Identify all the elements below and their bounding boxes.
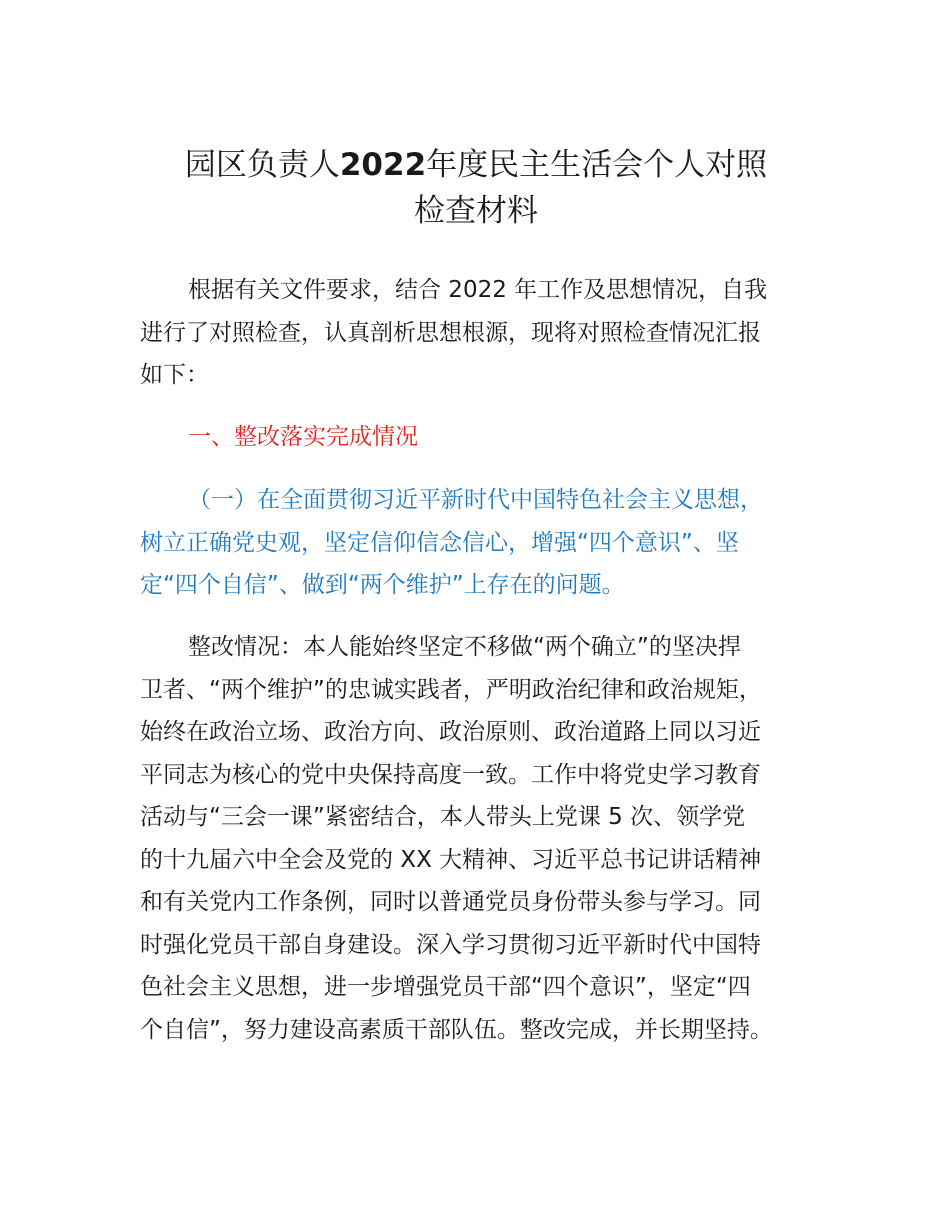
section-heading [140,416,812,459]
intro-line: 如下： [140,362,209,388]
title-suffix: 年度民主生活会个人对照 [426,147,768,183]
body-line: 时强化党员干部自身建设。深入学习贯彻习近平新时代中国特 [140,931,761,958]
title-line-2: 检查材料 [414,193,538,229]
body-line: 卫者、“两个维护”的忠诚实践者，严明政治纪律和政治规矩， [140,676,762,703]
body-line: 活动与“三会一课”紧密结合，本人带头上党课 5 次、领学党 [140,804,746,830]
document-title [140,142,812,234]
body-line: 平同志为核心的党中央保持高度一致。工作中将党史学习教育 [140,761,761,788]
subsection-heading-line: （一）在全面贯彻习近平新时代中国特色社会主义思想， [188,487,763,513]
intro-line: 根据有关文件要求，结合 2022 年工作及思想情况，自我 [188,277,768,303]
body-paragraph [140,626,812,1051]
intro-line: 进行了对照检查，认真剖析思想根源，现将对照检查情况汇报 [140,319,761,346]
title-prefix: 园区负责人 [184,147,340,183]
body-line: 始终在政治立场、政治方向、政治原则、政治道路上同以习近 [140,719,761,745]
intro-paragraph [140,269,812,397]
body-line: 个自信”，努力建设高素质干部队伍。整改完成，并长期坚持。 [140,1016,773,1043]
title-line-1 [140,142,812,188]
section-heading-text: 一、整改落实完成情况 [188,424,418,450]
subsection-heading-line: 树立正确党史观，坚定信仰信念信心，增强“四个意识”、坚 [140,529,739,556]
subsection-heading [140,479,812,607]
body-line: 和有关党内工作条例，同时以普通党员身份带头参与学习。同 [140,889,761,915]
body-line: 整改情况：本人能始终坚定不移做“两个确立”的坚决捍 [188,634,741,660]
body-line: 的十九届六中全会及党的 XX 大精神、习近平总书记讲话精神 [140,846,762,873]
body-line: 色社会主义思想，进一步增强党员干部“四个意识”，坚定“四 [140,974,751,1000]
subsection-heading-line: 定“四个自信”、做到“两个维护”上存在的问题。 [140,572,625,598]
title-year: 2022 [339,147,427,183]
